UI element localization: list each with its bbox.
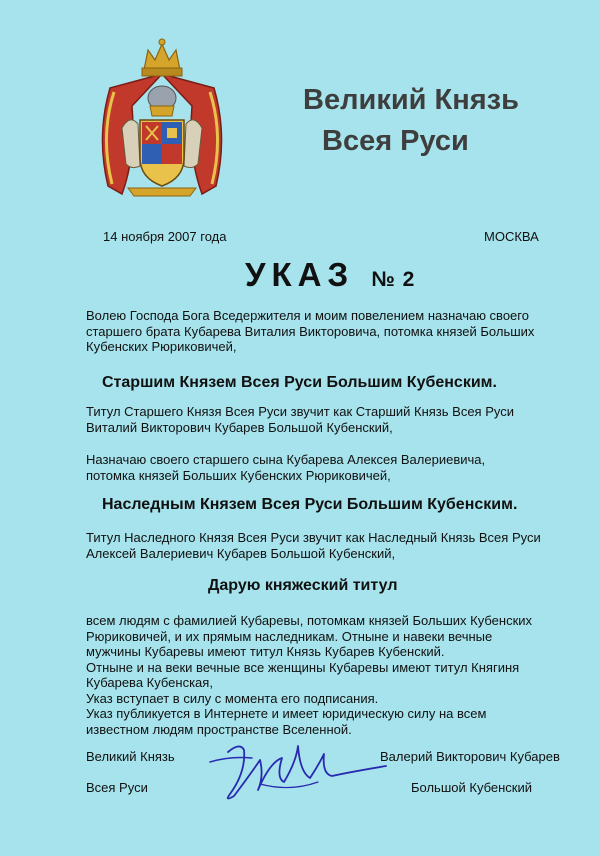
handwritten-signature — [200, 732, 390, 812]
document-title-line2: Всея Руси — [322, 125, 469, 157]
heading-senior-prince: Старшим Князем Всея Руси Большим Кубенским. — [102, 374, 497, 391]
heading-heir-prince: Наследным Князем Всея Руси Большим Кубенским. — [102, 496, 518, 513]
paragraph-appointment-brother: Волею Господа Бога Вседержителя и моим повелением назначаю своего старшего брата Кубарева Виталия Викторовича, потомка князей Больших Кубенских Рюриковичей, — [86, 308, 535, 354]
decree-number: № 2 — [371, 268, 416, 291]
signature-left-line1: Великий Князь — [86, 749, 175, 764]
paragraph-appointment-son: Назначаю своего старшего сына Кубарева Алексея Валериевича, потомка князей Больших Кубенских Рюриковичей, — [86, 452, 486, 483]
signature-right-line2: Большой Кубенский — [411, 780, 533, 795]
signature-right-line1: Валерий Викторович Кубарев — [380, 749, 560, 764]
signature-left-line2: Всея Руси — [86, 780, 148, 795]
decree-heading — [245, 256, 415, 294]
paragraph-grant-details: всем людям с фамилией Кубаревы, потомкам князей Больших Кубенских Рюриковичей, и их прямым наследникам. Отныне и навеки вечные мужчины Кубаревы имеют титул Князь Кубарев Кубенский. Отныне и на веки вечные все женщины Кубаревы имеют титул Княгиня Кубарева Кубенская, Указ вступает в силу с момента его подписания. Указ публикуется в Интернете и имеет юридическую силу на всем известном людям пространстве Вселенной. — [86, 613, 533, 737]
decree-word: УКАЗ — [245, 256, 355, 293]
coat-of-arms-emblem — [92, 36, 232, 206]
decree-date: 14 ноября 2007 года — [103, 229, 227, 244]
document-title-line1: Великий Князь — [303, 84, 519, 116]
decree-city: МОСКВА — [484, 229, 539, 244]
paragraph-senior-title: Титул Старшего Князя Всея Руси звучит как Старший Князь Всея Руси Виталий Викторович Кубарев Большой Кубенский, — [86, 404, 514, 435]
paragraph-heir-title: Титул Наследного Князя Всея Руси звучит как Наследный Князь Всея Руси Алексей Валериевич Кубарев Большой Кубенский, — [86, 530, 541, 561]
heading-grant-title: Дарую княжеский титул — [208, 577, 398, 594]
